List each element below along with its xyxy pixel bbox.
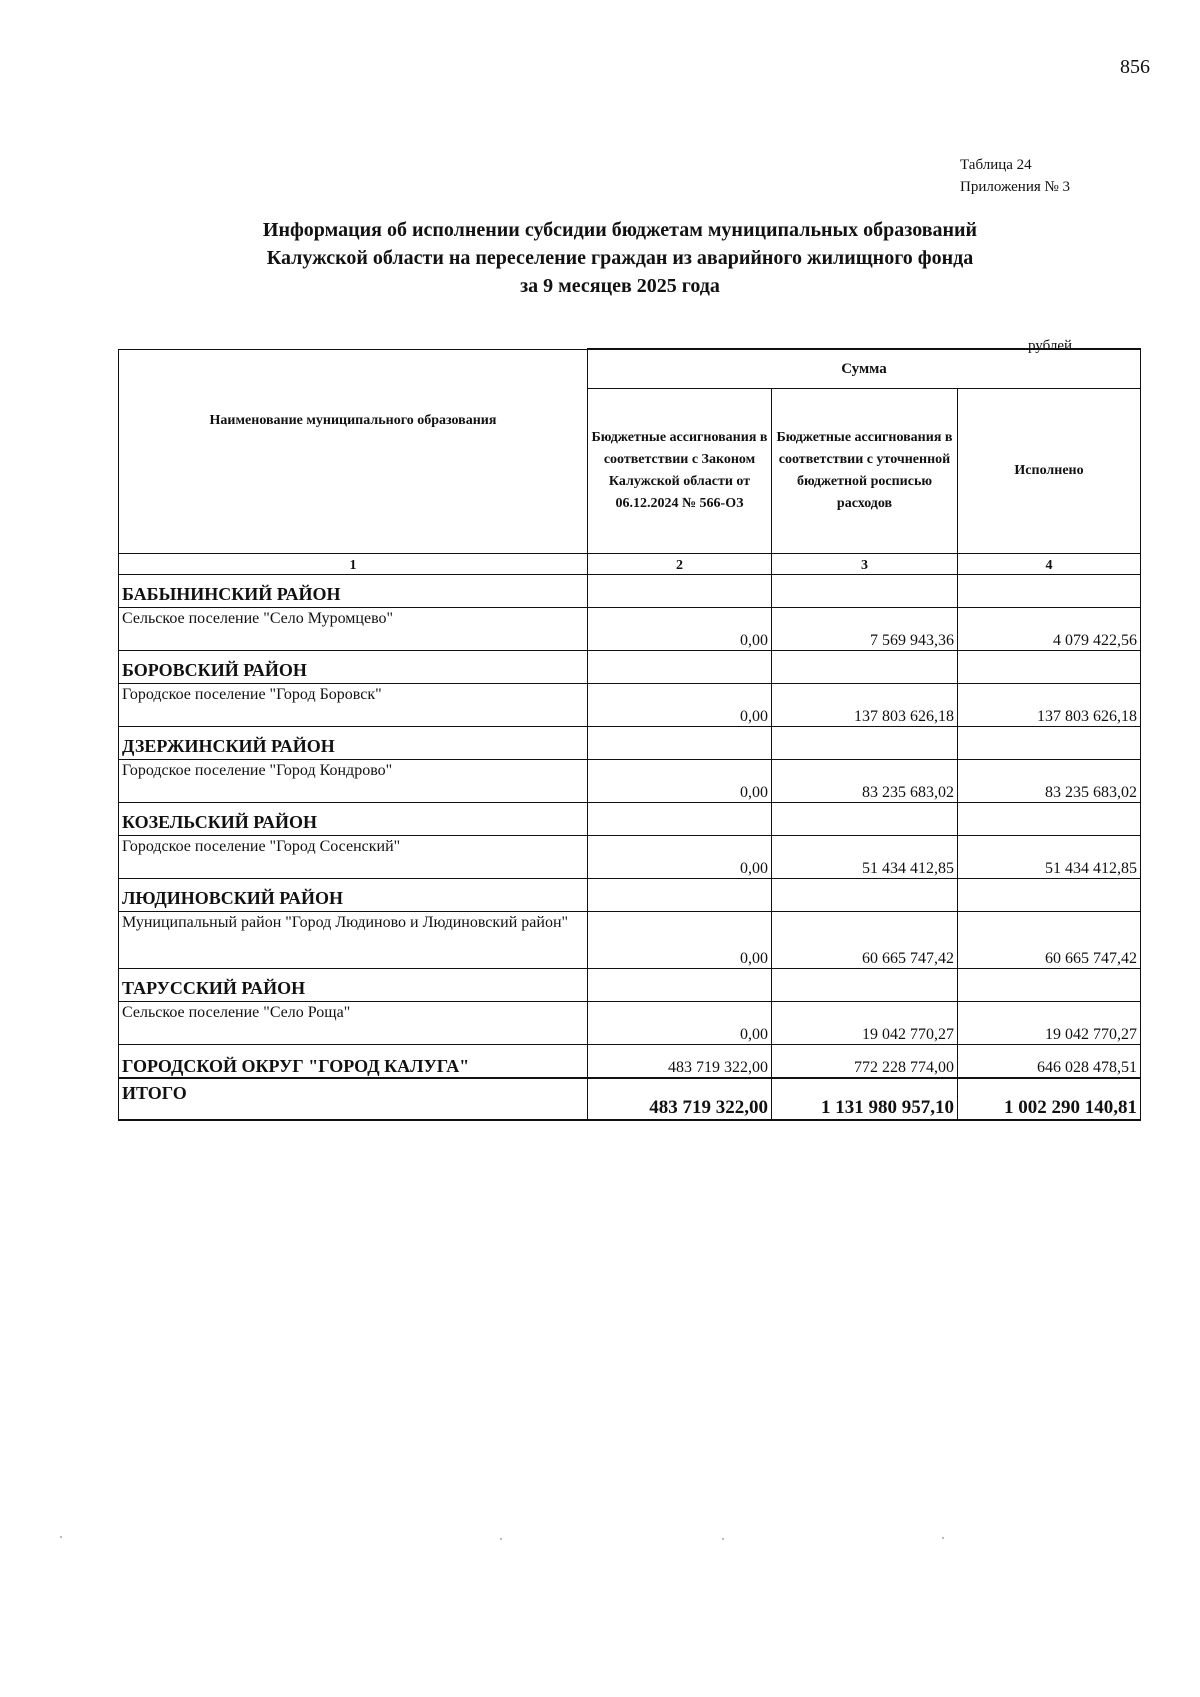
value-col3: 7 569 943,36 [772,608,958,651]
district-name: КОЗЕЛЬСКИЙ РАЙОН [119,803,588,836]
value-col3: 51 434 412,85 [772,836,958,879]
district-name: ЛЮДИНОВСКИЙ РАЙОН [119,879,588,912]
entity-row [119,1002,1141,1045]
kaluga-value-col3: 772 228 774,00 [772,1045,958,1079]
column-number-1: 1 [119,554,588,575]
budget-table [118,348,1141,1121]
district-name: ТАРУССКИЙ РАЙОН [119,969,588,1002]
district-row [119,727,1141,760]
value-col4: 19 042 770,27 [958,1002,1141,1045]
scan-artifact [722,1538,724,1540]
district-name: БАБЫНИНСКИЙ РАЙОН [119,575,588,608]
entity-row [119,912,1141,969]
value-col3: 19 042 770,27 [772,1002,958,1045]
scan-artifact [942,1537,944,1539]
page-number: 856 [1120,56,1150,78]
header-name: Наименование муниципального образования [119,349,588,554]
entity-row [119,836,1141,879]
table-reference [960,154,1070,198]
value-col2: 0,00 [588,760,772,803]
title-line-1: Информация об исполнении субсидии бюджетам муниципальных образований [262,219,978,241]
entity-name: Городское поселение "Город Боровск" [119,684,588,727]
header-sum: Сумма [588,349,1141,389]
scan-artifact [60,1536,62,1538]
total-value-col2: 483 719 322,00 [588,1078,772,1120]
total-row [119,1078,1141,1120]
value-col2: 0,00 [588,912,772,969]
value-col4: 51 434 412,85 [958,836,1141,879]
district-row [119,803,1141,836]
total-label: ИТОГО [119,1078,588,1120]
column-number-4: 4 [958,554,1141,575]
entity-name: Сельское поселение "Село Роща" [119,1002,588,1045]
header-col2: Бюджетные ассигнования в соответствии с Законом Калужской области от 06.12.2024 № 566-ОЗ [588,389,772,554]
title-line-2: Калужской области на переселение граждан из аварийного жилищного фонда [266,247,974,269]
kaluga-row [119,1045,1141,1079]
entity-row [119,760,1141,803]
value-col3: 137 803 626,18 [772,684,958,727]
appendix-number: Приложения № 3 [960,179,1071,195]
kaluga-value-col2: 483 719 322,00 [588,1045,772,1079]
column-number-3: 3 [772,554,958,575]
kaluga-value-col4: 646 028 478,51 [958,1045,1141,1079]
district-row [119,969,1141,1002]
district-row [119,651,1141,684]
district-name: БОРОВСКИЙ РАЙОН [119,651,588,684]
district-row [119,575,1141,608]
value-col4: 137 803 626,18 [958,684,1141,727]
total-value-col4: 1 002 290 140,81 [958,1078,1141,1120]
entity-row [119,608,1141,651]
scan-artifact [500,1538,502,1540]
entity-name: Городское поселение "Город Сосенский" [119,836,588,879]
kaluga-name: ГОРОДСКОЙ ОКРУГ "ГОРОД КАЛУГА" [119,1045,588,1079]
entity-name: Городское поселение "Город Кондрово" [119,760,588,803]
title-line-3: за 9 месяцев 2025 года [520,275,720,297]
district-row [119,879,1141,912]
document-title [180,216,1060,300]
value-col3: 60 665 747,42 [772,912,958,969]
value-col3: 83 235 683,02 [772,760,958,803]
entity-row [119,684,1141,727]
value-col2: 0,00 [588,684,772,727]
value-col2: 0,00 [588,1002,772,1045]
district-name: ДЗЕРЖИНСКИЙ РАЙОН [119,727,588,760]
entity-name: Муниципальный район "Город Людиново и Людиновский район" [119,912,588,969]
value-col2: 0,00 [588,836,772,879]
total-value-col3: 1 131 980 957,10 [772,1078,958,1120]
value-col4: 4 079 422,56 [958,608,1141,651]
column-number-2: 2 [588,554,772,575]
value-col4: 60 665 747,42 [958,912,1141,969]
header-col3: Бюджетные ассигнования в соответствии с уточненной бюджетной росписью расходов [772,389,958,554]
column-numbers-row [119,554,1141,575]
value-col4: 83 235 683,02 [958,760,1141,803]
entity-name: Сельское поселение "Село Муромцево" [119,608,588,651]
table-number: Таблица 24 [960,157,1032,173]
value-col2: 0,00 [588,608,772,651]
header-col4: Исполнено [958,389,1141,554]
units-label: рублей [1028,338,1073,354]
